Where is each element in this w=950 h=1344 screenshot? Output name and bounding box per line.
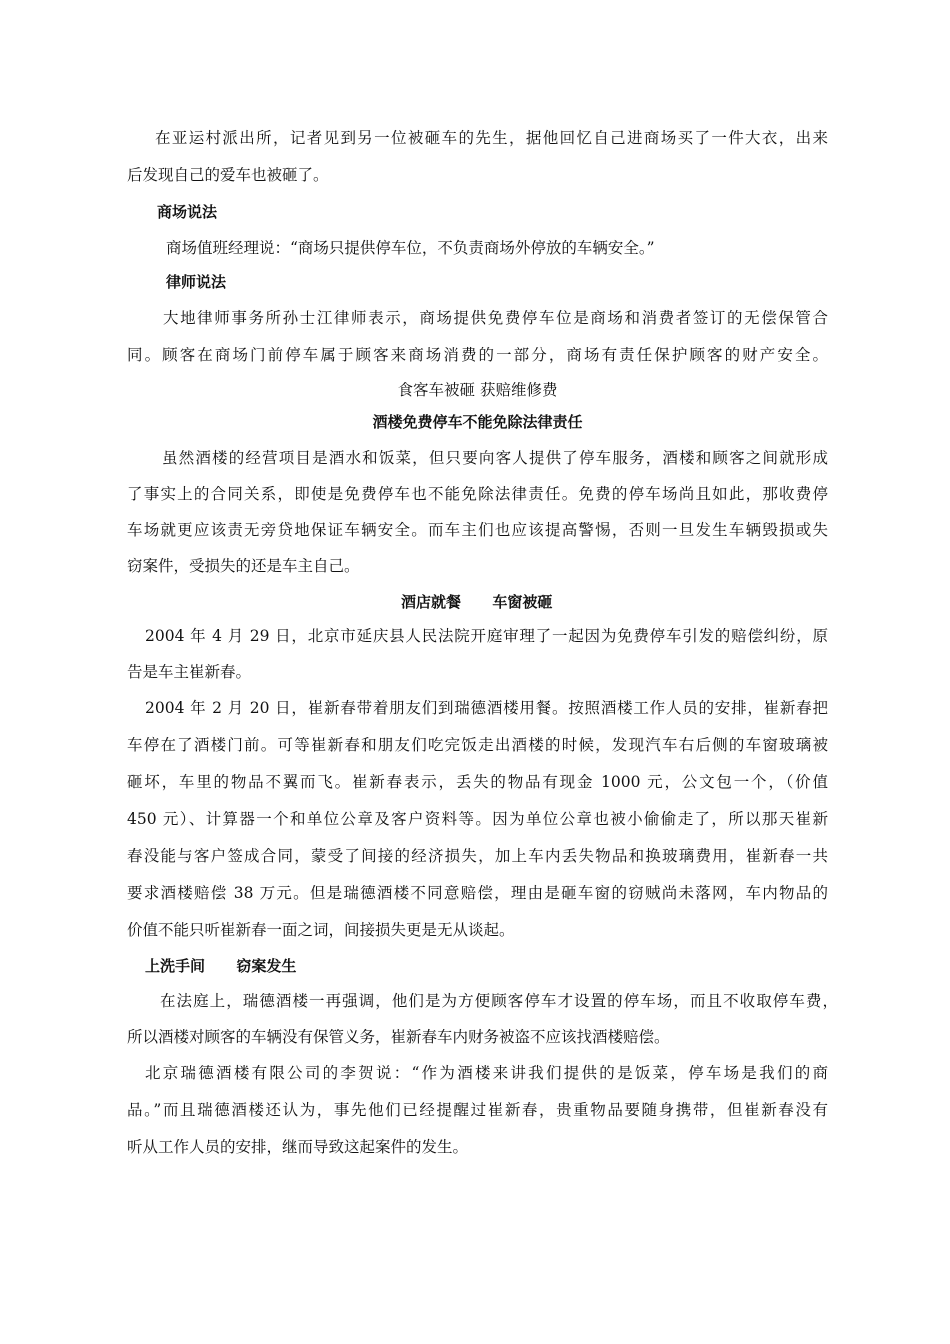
paragraph-line: 在亚运村派出所，记者见到另一位被砸车的先生，据他回忆自己进商场买了一件大衣，出来 — [155, 129, 828, 147]
article-title: 酒楼免费停车不能免除法律责任 — [372, 413, 583, 431]
paragraph-line: 春没能与客户签成合同，蒙受了间接的经济损失，加上车内丢失物品和换玻璃费用，崔新春一共 — [127, 847, 828, 865]
paragraph-line: 价值不能只听崔新春一面之词，间接损失更是无从谈起。 — [127, 921, 515, 939]
paragraph-line: 要求酒楼赔偿 38 万元。但是瑞德酒楼不同意赔偿，理由是砸车窗的窃贼尚未落网，车内物品的 — [127, 884, 828, 902]
section-heading-washroom: 上洗手间 窃案发生 — [145, 957, 297, 975]
paragraph-line: 大地律师事务所孙士江律师表示，商场提供免费停车位是商场和消费者签订的无偿保管合 — [163, 309, 828, 327]
paragraph-line: 了事实上的合同关系，即使是免费停车也不能免除法律责任。免费的停车场尚且如此，那收费停 — [127, 485, 828, 503]
paragraph-line: 砸坏，车里的物品不翼而飞。崔新春表示，丢失的物品有现金 1000 元，公文包一个，（价值 — [127, 773, 828, 791]
article-subtitle: 食客车被砸 获赔维修费 — [397, 381, 558, 399]
paragraph-line: 在法庭上，瑞德酒楼一再强调，他们是为方便顾客停车才设置的停车场，而且不收取停车费， — [160, 992, 838, 1010]
paragraph-line: 同。顾客在商场门前停车属于顾客来商场消费的一部分，商场有责任保护顾客的财产安全。 — [127, 346, 828, 364]
paragraph-line: 告是车主崔新春。 — [127, 663, 252, 681]
paragraph-line: 品。”而且瑞德酒楼还认为，事先他们已经提醒过崔新春，贵重物品要随身携带，但崔新春没有 — [127, 1101, 828, 1119]
paragraph-line: 商场值班经理说：“商场只提供停车位，不负责商场外停放的车辆安全。” — [166, 239, 655, 257]
section-heading-hotel: 酒店就餐 车窗被砸 — [401, 593, 553, 611]
paragraph-line: 后发现自己的爱车也被砸了。 — [127, 166, 329, 184]
section-heading-mall: 商场说法 — [157, 203, 218, 221]
paragraph-line: 车停在了酒楼门前。可等崔新春和朋友们吃完饭走出酒楼的时候，发现汽车右后侧的车窗玻璃被 — [127, 736, 828, 754]
paragraph-line: 车场就更应该责无旁贷地保证车辆安全。而车主们也应该提高警惕，否则一旦发生车辆毁损或失 — [127, 521, 828, 539]
paragraph-line: 听从工作人员的安排，继而导致这起案件的发生。 — [127, 1138, 469, 1156]
paragraph-line: 北京瑞德酒楼有限公司的李贺说：“作为酒楼来讲我们提供的是饭菜，停车场是我们的商 — [145, 1064, 828, 1082]
paragraph-line: 所以酒楼对顾客的车辆没有保管义务，崔新春车内财务被盗不应该找酒楼赔偿。 — [127, 1028, 670, 1046]
paragraph-line: 450 元）、计算器一个和单位公章及客户资料等。因为单位公章也被小偷偷走了，所以那天崔新 — [127, 810, 828, 828]
section-heading-lawyer: 律师说法 — [166, 273, 227, 291]
paragraph-line: 2004 年 2 月 20 日，崔新春带着朋友们到瑞德酒楼用餐。按照酒楼工作人员的安排，崔新春把 — [145, 699, 828, 717]
paragraph-line: 窃案件，受损失的还是车主自己。 — [127, 557, 360, 575]
paragraph-line: 2004 年 4 月 29 日，北京市延庆县人民法院开庭审理了一起因为免费停车引发的赔偿纠纷，原 — [145, 627, 828, 645]
paragraph-line: 虽然酒楼的经营项目是酒水和饭菜，但只要向客人提供了停车服务，酒楼和顾客之间就形成 — [162, 449, 828, 467]
